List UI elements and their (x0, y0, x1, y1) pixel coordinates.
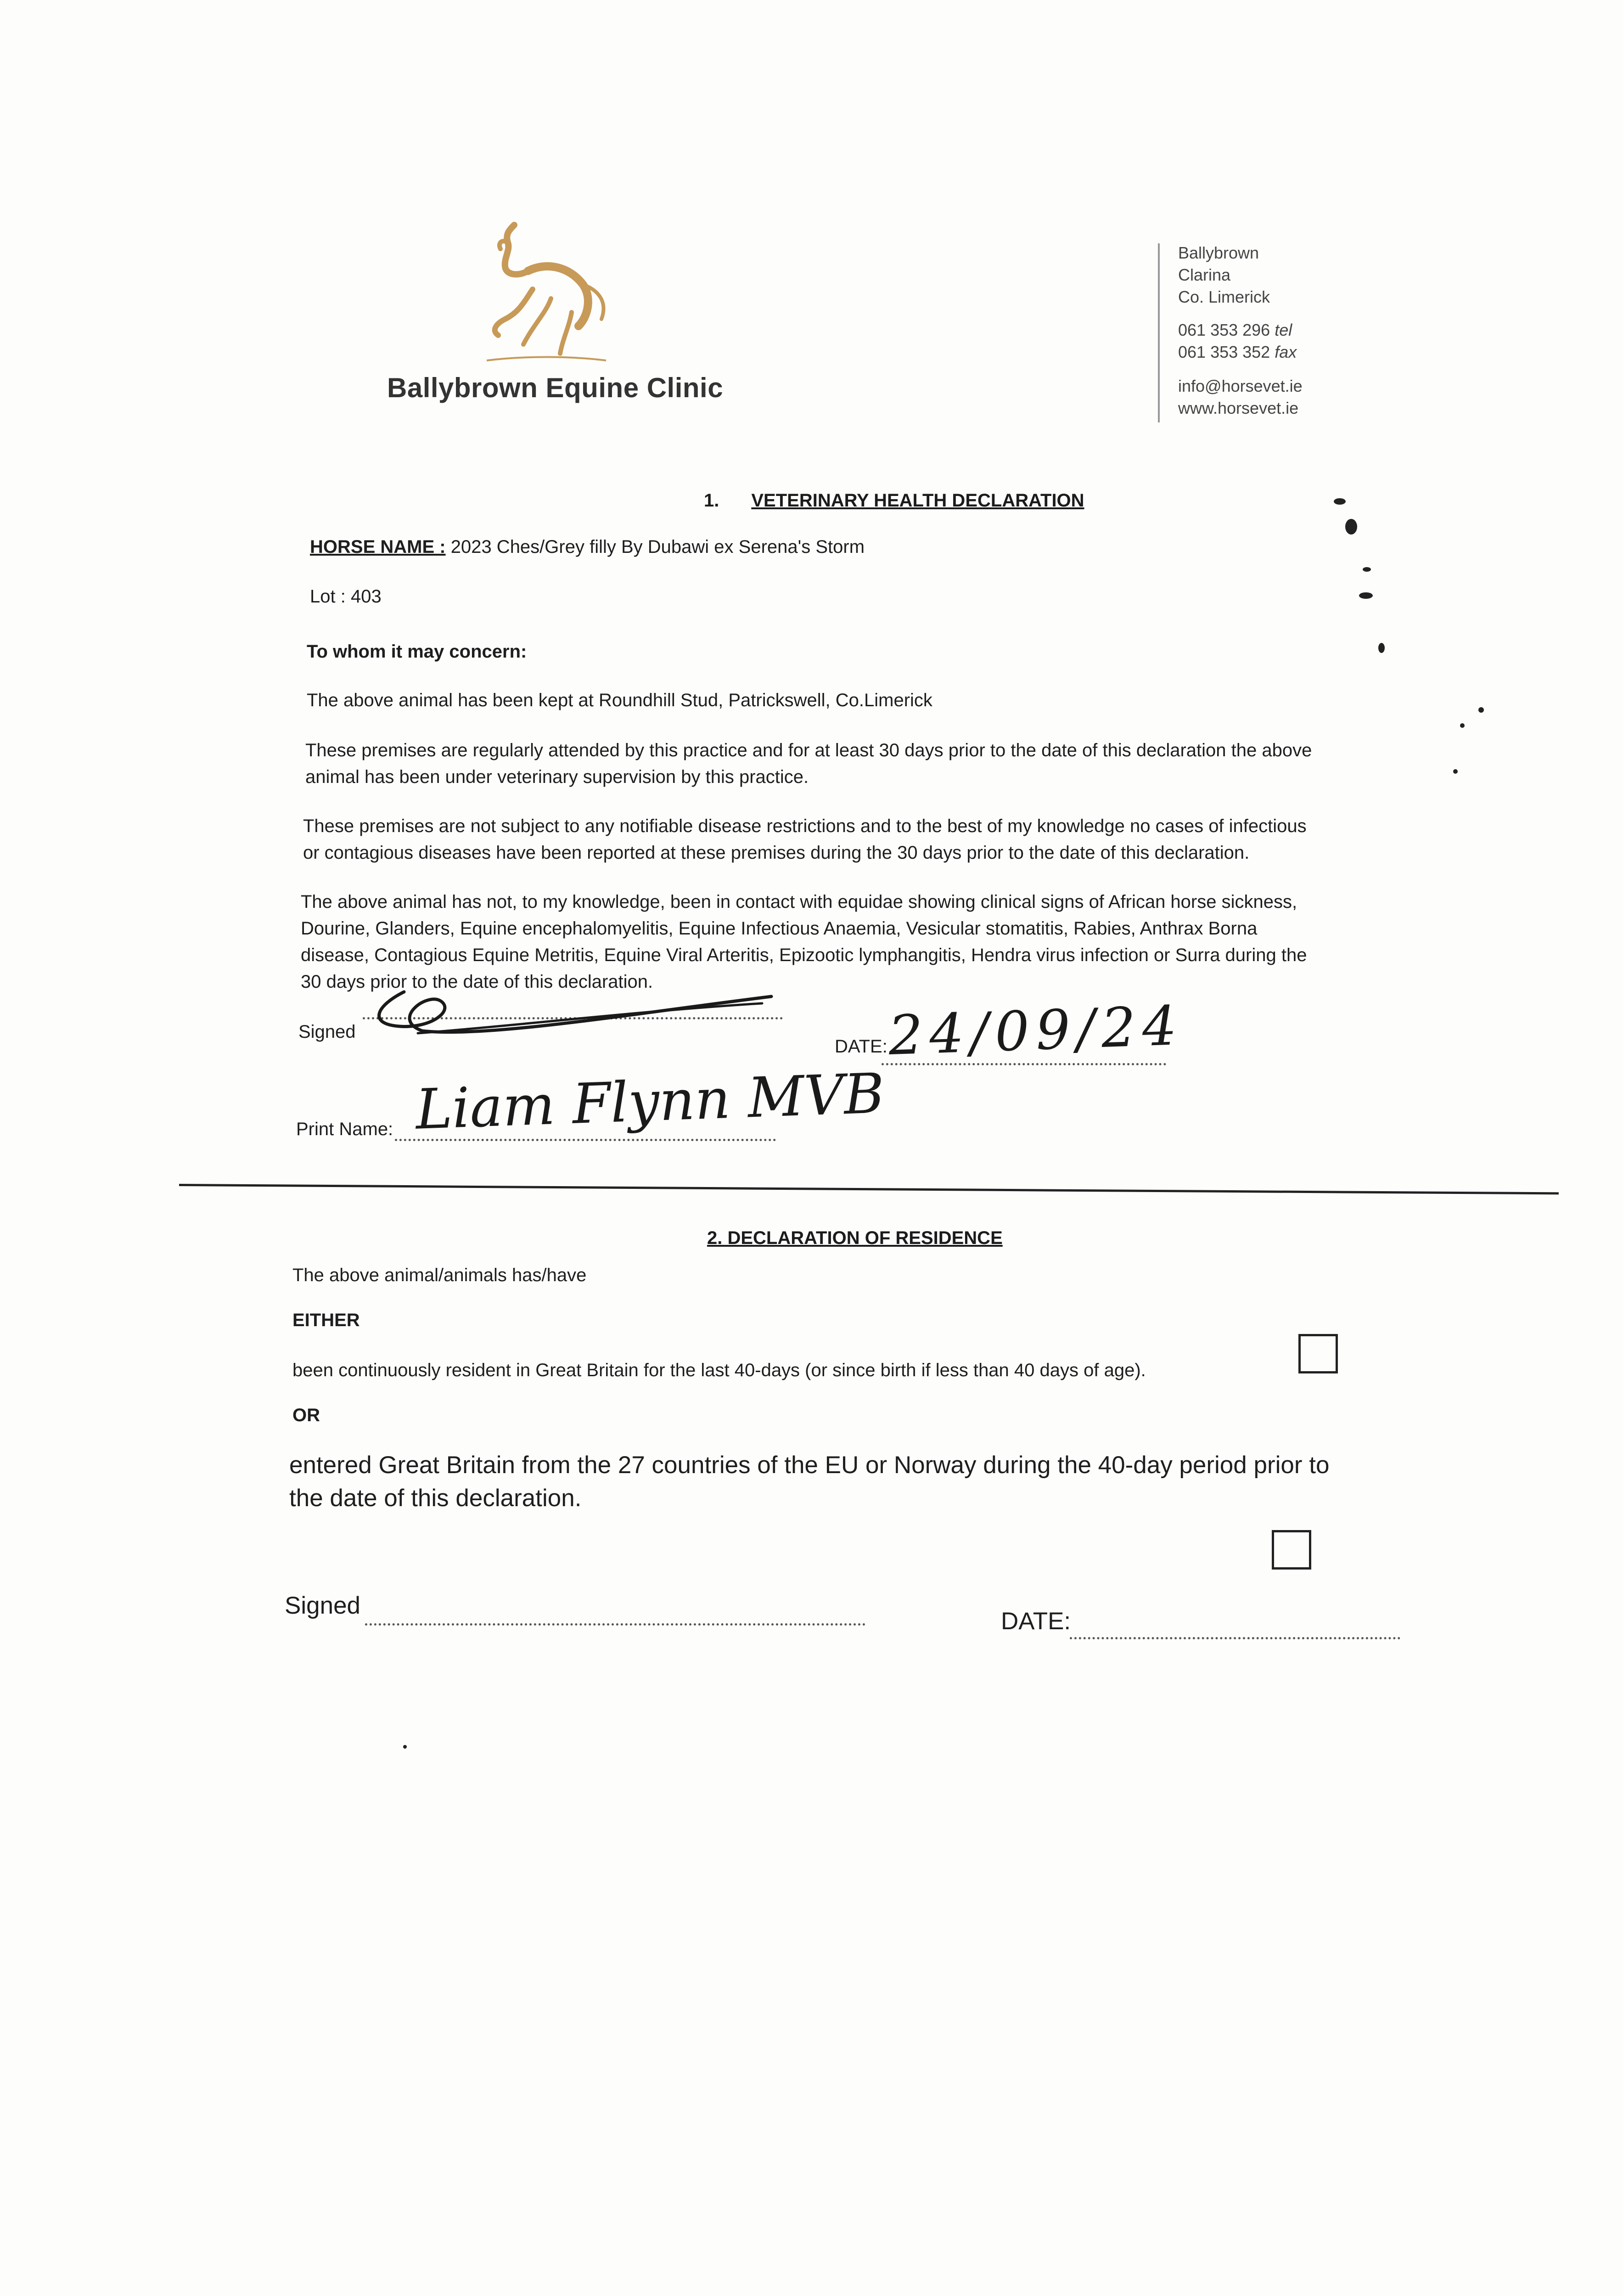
tel-suffix: tel (1275, 321, 1292, 339)
restrictions-line-1: These premises are not subject to any notifiable disease restrictions and to the best of my knowledge no cases of infectious (303, 816, 1307, 836)
section1-title: VETERINARY HEALTH DECLARATION (751, 490, 1084, 511)
scan-speck (1334, 498, 1346, 505)
horse-logo-icon (477, 220, 615, 367)
section1-number: 1. (704, 490, 719, 511)
residence-intro: The above animal/animals has/have (292, 1265, 587, 1285)
scan-speck (1453, 769, 1458, 774)
section-divider (179, 1184, 1559, 1194)
section2-title: 2. DECLARATION OF RESIDENCE (707, 1228, 1003, 1248)
scan-speck (1378, 643, 1385, 653)
fax-line (1178, 343, 1297, 362)
or-text-line-2: the date of this declaration. (289, 1485, 582, 1512)
horse-name-value: 2023 Ches/Grey filly By Dubawi ex Serena's Storm (450, 537, 865, 557)
address-line: Ballybrown (1178, 243, 1259, 262)
scan-speck (1363, 567, 1371, 572)
website-link[interactable]: www.horsevet.ie (1178, 399, 1299, 417)
clinic-name: Ballybrown Equine Clinic (387, 372, 724, 403)
restrictions-line-2: or contagious diseases have been reported at these premises during the 30 days prior to the date of this declaration. (303, 843, 1250, 863)
scan-speck (1359, 592, 1373, 599)
contact-block (1158, 243, 1389, 422)
signed-label-2: Signed (285, 1592, 361, 1619)
salutation: To whom it may concern: (307, 642, 527, 662)
address-line: Co. Limerick (1178, 287, 1270, 306)
either-label: EITHER (292, 1310, 360, 1330)
tel-line (1178, 321, 1292, 340)
either-text: been continuously resident in Great Britain for the last 40-days (or since birth if less than 40 days of age). (292, 1360, 1146, 1380)
contact-diseases-line-2: Dourine, Glanders, Equine encephalomyelitis, Equine Infectious Anaemia, Vesicular stomatitis, Rabies, Anthrax Borna (301, 918, 1258, 939)
or-label: OR (292, 1405, 320, 1425)
fax-suffix: fax (1275, 343, 1297, 361)
either-checkbox[interactable] (1298, 1334, 1338, 1373)
date-field-2[interactable] (1070, 1637, 1400, 1639)
horse-name-label: HORSE NAME : (310, 537, 446, 557)
address-line: Clarina (1178, 265, 1231, 284)
section1-heading (704, 490, 1084, 511)
scan-speck (1478, 707, 1484, 713)
handwritten-print-name: Liam Flynn MVB (414, 1062, 886, 1142)
scan-speck (1460, 723, 1465, 728)
scan-speck (1345, 519, 1357, 535)
horse-name-line (310, 534, 865, 560)
supervision-line-1: These premises are regularly attended by this practice and for at least 30 days prior to the date of this declaration the above (305, 740, 1312, 760)
date-label: DATE: (835, 1036, 887, 1057)
handwritten-date: 24/09/24 (887, 993, 1185, 1068)
tel-number: 061 353 296 (1178, 321, 1270, 339)
fax-number: 061 353 352 (1178, 343, 1270, 361)
signature-scribble-icon (349, 978, 790, 1052)
signature-field-2[interactable] (365, 1623, 865, 1626)
or-text-line-1: entered Great Britain from the 27 countries of the EU or Norway during the 40-day period prior to (289, 1452, 1330, 1479)
signed-label: Signed (298, 1022, 356, 1042)
date-label-2: DATE: (1001, 1608, 1071, 1635)
contact-diseases-line-4: 30 days prior to the date of this declaration. (301, 972, 653, 992)
scan-speck (403, 1745, 407, 1749)
lot-number: Lot : 403 (310, 586, 382, 607)
supervision-line-2: animal has been under veterinary supervision by this practice. (305, 767, 809, 787)
email-link[interactable]: info@horsevet.ie (1178, 377, 1303, 395)
kept-at-paragraph: The above animal has been kept at Roundhill Stud, Patrickswell, Co.Limerick (307, 690, 932, 710)
print-name-label: Print Name: (296, 1119, 393, 1139)
contact-diseases-line-1: The above animal has not, to my knowledge, been in contact with equidae showing clinical signs of African horse sickness, (301, 892, 1297, 912)
or-checkbox[interactable] (1272, 1530, 1311, 1570)
contact-diseases-line-3: disease, Contagious Equine Metritis, Equine Viral Arteritis, Epizootic lymphangitis, Hendra virus infection or Surra during the (301, 945, 1307, 965)
